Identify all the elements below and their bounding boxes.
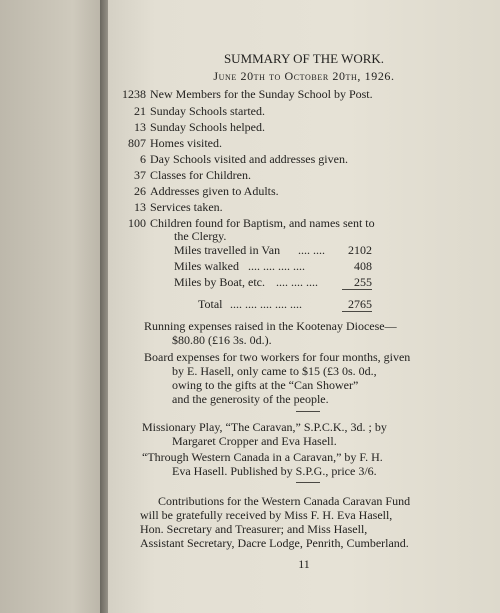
- stat-number: 1238: [122, 87, 146, 101]
- stat-number: 6: [140, 152, 146, 166]
- paragraph-line: Assistant Secretary, Dacre Lodge, Penrith, Cumberland.: [140, 536, 409, 550]
- stat-number: 807: [128, 136, 146, 150]
- paragraph-line: by E. Hasell, only came to $15 (£3 0s. 0d.,: [172, 364, 377, 378]
- paragraph-line: Running expenses raised in the Kootenay Diocese—: [144, 319, 397, 333]
- paragraph-line: Eva Hasell. Published by S.P.G., price 3/6.: [172, 464, 377, 478]
- stat-text: Day Schools visited and addresses given.: [150, 152, 348, 166]
- left-page: [0, 0, 104, 613]
- section-divider: [296, 411, 320, 412]
- paragraph-line: $80.80 (£16 3s. 0d.).: [172, 333, 272, 347]
- paragraph-line: Missionary Play, “The Caravan,” S.P.C.K., 3d. ; by: [142, 420, 387, 434]
- total-rule: [342, 311, 372, 312]
- paragraph-line: “Through Western Canada in a Caravan,” by F. H.: [142, 450, 383, 464]
- leader-dots: .... ....: [298, 243, 325, 257]
- mileage-value: 2102: [348, 243, 372, 257]
- mileage-value: 408: [354, 259, 372, 273]
- stat-text: Homes visited.: [150, 136, 222, 150]
- leader-dots: .... .... ....: [276, 275, 318, 289]
- stat-text: Children found for Baptism, and names sent to: [150, 216, 375, 230]
- section-divider: [296, 482, 320, 483]
- paragraph-line: Hon. Secretary and Treasurer; and Miss Hasell,: [140, 522, 368, 536]
- stat-text: Addresses given to Adults.: [150, 184, 279, 198]
- leader-dots: .... .... .... .... ....: [230, 297, 302, 311]
- paragraph-line: Contributions for the Western Canada Caravan Fund: [158, 494, 411, 508]
- stat-text-continued: the Clergy.: [174, 229, 227, 243]
- paragraph-line: will be gratefully received by Miss F. H. Eva Hasell,: [140, 508, 393, 522]
- sum-rule: [342, 289, 372, 290]
- stat-number: 37: [134, 168, 146, 182]
- stat-number: 21: [134, 104, 146, 118]
- stat-text: Sunday Schools helped.: [150, 120, 265, 134]
- mileage-label: Miles travelled in Van: [174, 243, 281, 257]
- mileage-value: 255: [354, 275, 372, 289]
- mileage-label: Miles by Boat, etc.: [174, 275, 265, 289]
- stat-text: Services taken.: [150, 200, 223, 214]
- paragraph-line: owing to the gifts at the “Can Shower”: [172, 378, 359, 392]
- mileage-label: Miles walked: [174, 259, 239, 273]
- stat-number: 13: [134, 120, 146, 134]
- total-value: 2765: [348, 297, 372, 311]
- total-label: Total: [198, 297, 223, 311]
- paragraph-line: Margaret Cropper and Eva Hasell.: [172, 434, 337, 448]
- stat-text: Sunday Schools started.: [150, 104, 265, 118]
- stat-number: 26: [134, 184, 146, 198]
- document-page: [108, 0, 500, 613]
- stat-text: Classes for Children.: [150, 168, 251, 182]
- paragraph-line: Board expenses for two workers for four months, given: [144, 350, 411, 364]
- stat-number: 100: [128, 216, 146, 230]
- stat-number: 13: [134, 200, 146, 214]
- stat-text: New Members for the Sunday School by Post.: [150, 87, 373, 101]
- page-number: 11: [298, 557, 310, 571]
- date-range: June 20th to October 20th, 1926.: [213, 69, 395, 83]
- leader-dots: .... .... .... ....: [248, 259, 305, 273]
- paragraph-line: and the generosity of the people.: [172, 392, 329, 406]
- summary-heading: SUMMARY OF THE WORK.: [223, 51, 385, 66]
